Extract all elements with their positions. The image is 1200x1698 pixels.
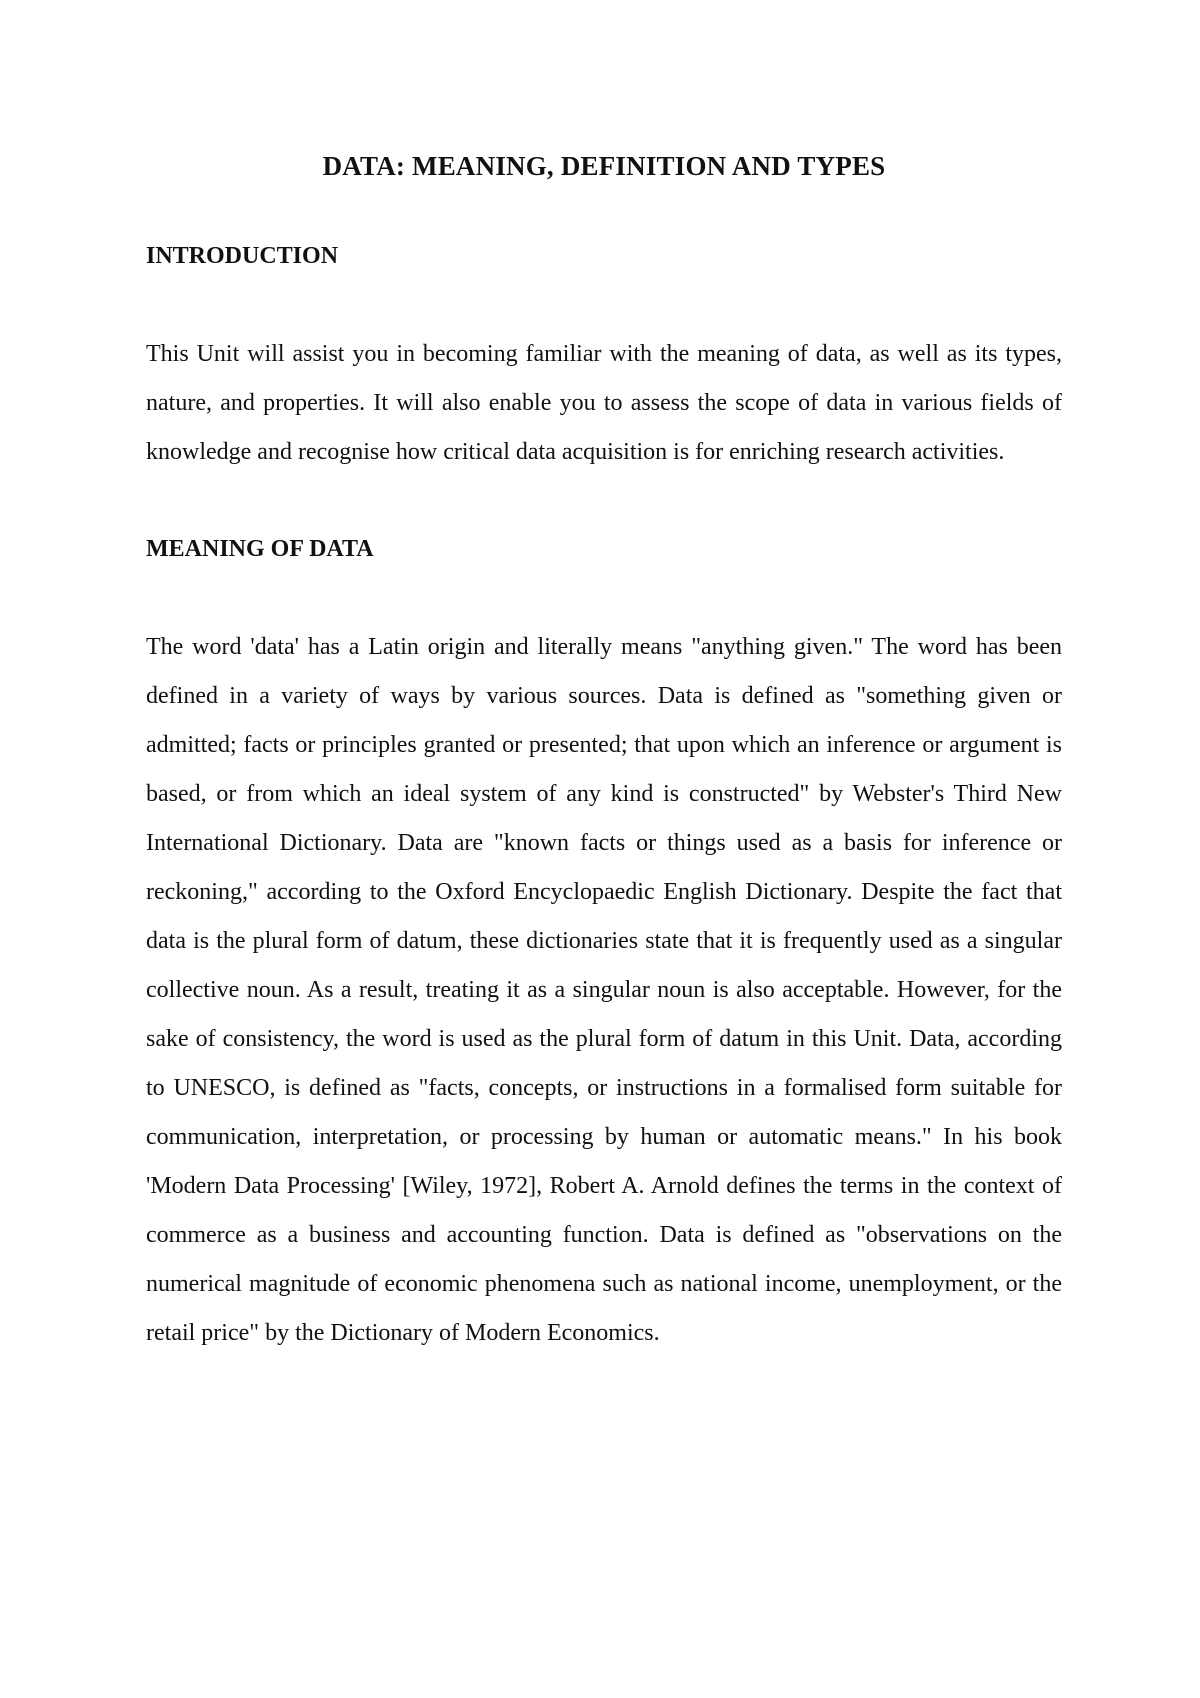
section-introduction: [146, 232, 1062, 477]
section-meaning-of-data: [146, 525, 1062, 1358]
meaning-of-data-paragraph: The word 'data' has a Latin origin and literally means "anything given." The word has been defined in a variety of ways by various sources. Data is defined as "something given or admitted; facts or principles granted or presented; that upon which an inference or argument is based, or from which an ideal system of any kind is constructed" by Webster's Third New International Dictionary. Data are "known facts or things used as a basis for inference or reckoning," according to the Oxford Encyclopaedic English Dictionary. Despite the fact that data is the plural form of datum, these dictionaries state that it is frequently used as a singular collective noun. As a result, treating it as a singular noun is also acceptable. However, for the sake of consistency, the word is used as the plural form of datum in this Unit. Data, according to UNESCO, is defined as "facts, concepts, or instructions in a formalised form suitable for communication, interpretation, or processing by human or automatic means." In his book 'Modern Data Processing' [Wiley, 1972], Robert A. Arnold defines the terms in the context of commerce as a business and accounting function. Data is defined as "observations on the numerical magnitude of economic phenomena such as national income, unemployment, or the retail price" by the Dictionary of Modern Economics.: [146, 634, 1062, 1346]
introduction-paragraph: This Unit will assist you in becoming familiar with the meaning of data, as well as its types, nature, and properties. It will also enable you to assess the scope of data in various fields of knowledge and recognise how critical data acquisition is for enriching research activities.: [146, 341, 1062, 465]
section-heading-introduction: INTRODUCTION: [146, 243, 339, 269]
document-title: DATA: MEANING, DEFINITION AND TYPES: [322, 151, 886, 181]
section-heading-meaning-of-data: MEANING OF DATA: [146, 536, 374, 562]
page-content: [146, 140, 1062, 1358]
